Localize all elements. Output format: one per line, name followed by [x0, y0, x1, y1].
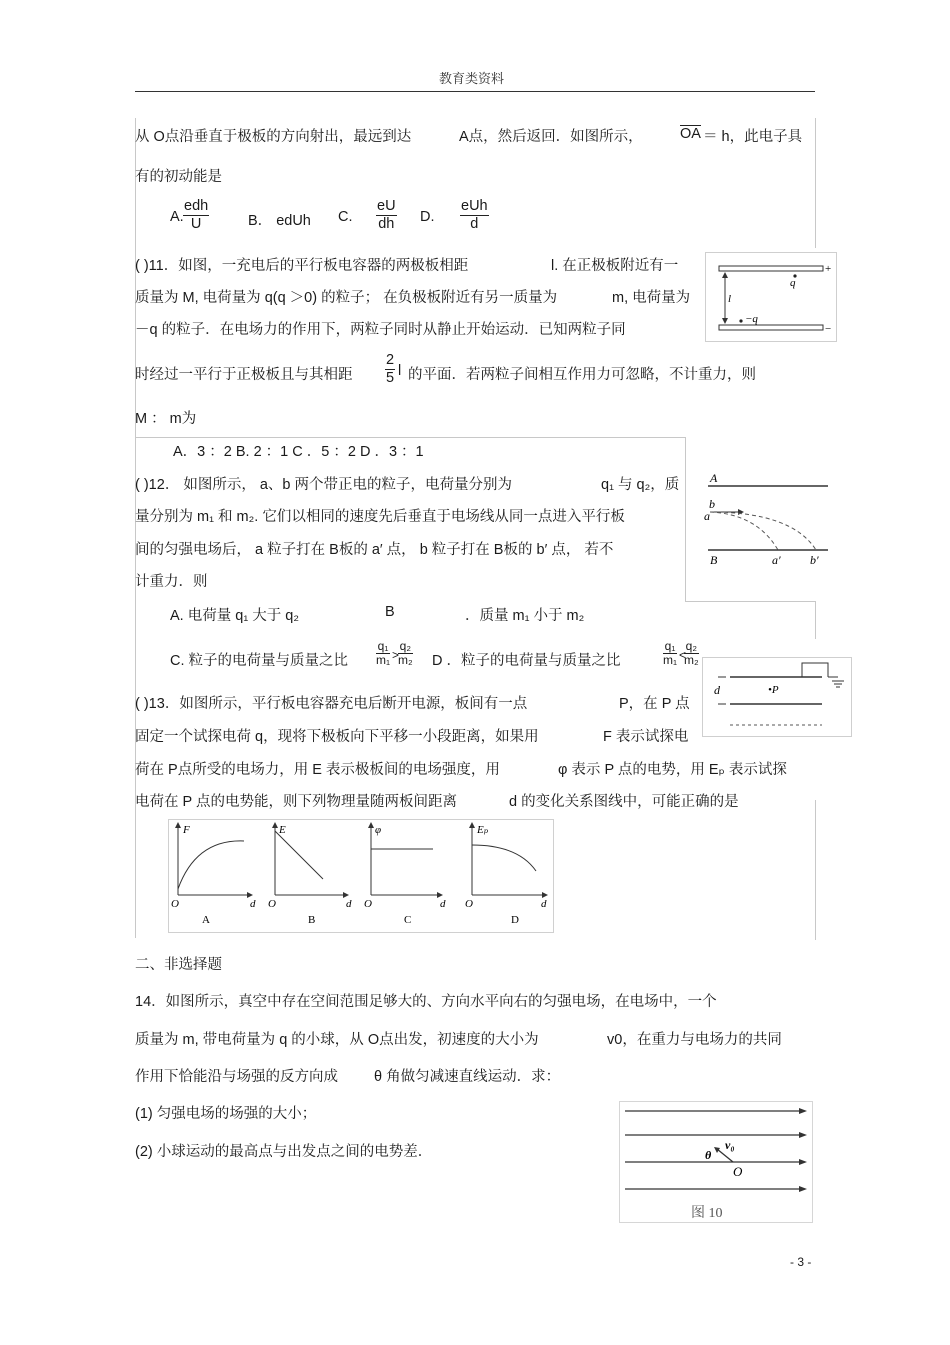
q11-line4b: 的平面．若两粒子间相互作用力可忽略，不计重力，则: [408, 367, 756, 383]
q14-line3b: θ 角做匀减速直线运动．求：: [374, 1069, 561, 1085]
q10-line2: 有的初动能是: [135, 169, 222, 185]
q12-option-c: C. 粒子的电荷量与质量之比: [170, 653, 349, 669]
q12-d-frac2: [684, 640, 699, 667]
q10-oa: OA: [680, 126, 701, 142]
graph-b-origin: O: [268, 898, 276, 910]
graph-a: [171, 822, 256, 926]
q10-option-a-fraction: [183, 198, 209, 233]
q10-a-num: edh: [184, 198, 209, 214]
graph-a-label: A: [202, 914, 210, 926]
q14-line2: 质量为 m, 带电荷量为 q 的小球，从 O点出发，初速度的大小为: [135, 1032, 539, 1048]
q13-d-label: d: [714, 683, 720, 697]
q12-line1b: q₁ 与 q₂，质: [601, 477, 680, 493]
q12-option-a: A. 电荷量 q₁ 大于 q₂: [170, 608, 299, 624]
q13-line1: ( )13．如图所示，平行板电容器充电后断开电源，板间有一点: [135, 696, 528, 712]
page-header-title: 教育类资料: [439, 71, 505, 86]
q14-figure-caption: 图 10: [691, 1206, 723, 1221]
q13-graphs: [168, 819, 554, 933]
q12-line1: ( )12． 如图所示， a、b 两个带正电的粒子，电荷量分别为: [135, 477, 513, 493]
q11-charge-minus-q: [739, 319, 742, 322]
q13-line4: 电荷在 P 点的电势能，则下列物理量随两板间距离: [135, 794, 457, 810]
q12-c-relation: >: [392, 648, 400, 662]
q12-label-a-prime: a′: [772, 553, 781, 567]
graph-a-curve: [178, 841, 244, 889]
q12-d-frac1: [663, 640, 677, 667]
q11-negative-plate: [719, 325, 823, 330]
graph-a-y-arrow: [175, 822, 181, 828]
q12-option-b: B: [385, 604, 395, 620]
q14-line2b: v0，在重力与电场力的共同: [607, 1032, 782, 1048]
q13-line1b: P，在 P 点: [619, 696, 690, 712]
graph-c-label: C: [404, 914, 412, 926]
q10-option-d: D.: [420, 209, 435, 225]
q10-line1c: ＝ h，此电子具: [703, 129, 803, 145]
q10-option-d-fraction: [460, 198, 489, 233]
graph-b-label: B: [308, 914, 316, 926]
q10-c-den: dh: [378, 216, 395, 232]
q11-line3: －q 的粒子．在电场力的作用下，两粒子同时从静止开始运动．已知两粒子同: [135, 322, 626, 338]
graph-b-y-arrow: [272, 822, 278, 828]
q14-O-label: O: [733, 1164, 743, 1179]
graph-d-ylabel: Eₚ: [477, 824, 489, 836]
graph-a-xlabel: d: [250, 898, 256, 910]
scan-border-left: [135, 118, 136, 938]
scan-border-row2: [685, 601, 815, 602]
scan-border-row1: [135, 437, 685, 438]
q10-line1: 从 O点沿垂直于极板的方向射出，最远到达: [135, 129, 412, 145]
q11-arrow-up: [722, 272, 728, 278]
q14-line1: 14．如图所示，真空中存在空间范围足够大的、方向水平向右的匀强电场，在电场中，一个: [135, 994, 717, 1010]
q13-wire: [802, 663, 828, 677]
graph-d: [465, 822, 548, 926]
q13-line3b: φ 表示 P 点的电势，用 Eₚ 表示试探: [558, 762, 787, 778]
q10-option-b: B． edUh: [248, 213, 311, 229]
q12-d-d1: m₁: [663, 653, 678, 667]
q12-option-d: D ．粒子的电荷量与质量之比: [432, 653, 621, 669]
q13-graphs-frame: [169, 820, 554, 933]
q11-line2: 质量为 M, 电荷量为 q(q ＞0) 的粒子； 在负极板附近有另一质量为: [135, 290, 558, 306]
q12-line4: 计重力．则: [135, 574, 208, 590]
q11-line1: ( )11．如图，一充电后的平行板电容器的两极板相距: [135, 258, 469, 274]
q14-field-arrow-1: [799, 1108, 807, 1114]
scan-border-r4: [815, 800, 816, 940]
q14-sub2: (2) 小球运动的最高点与出发点之间的电势差．: [135, 1144, 433, 1160]
q11-positive-plate: [719, 266, 823, 271]
q14-sub1: (1) 匀强电场的场强的大小；: [135, 1106, 317, 1122]
q10-option-c-fraction: [376, 198, 397, 233]
q10-option-a: A.: [170, 209, 184, 225]
q14-v0-label: v₀: [725, 1138, 735, 1152]
q10-line1b: A点，然后返回．如图所示，: [459, 129, 643, 145]
q11-l-label: l: [728, 293, 732, 305]
q11-frac-den: 5: [386, 370, 395, 386]
graph-a-origin: O: [171, 898, 179, 910]
q12-label-A: A: [710, 471, 718, 485]
q11-line2b: m, 电荷量为: [612, 290, 691, 306]
q11-q-label: q: [790, 277, 796, 289]
graph-d-curve: [472, 845, 536, 871]
q11-capacitor-figure: [705, 252, 837, 342]
q12-path-a: [710, 512, 778, 550]
q11-line1b: l. 在正极板附近有一: [551, 258, 679, 274]
q10-c-num: eU: [377, 198, 396, 214]
q11-line4: 时经过一平行于正极板且与其相距: [135, 367, 353, 383]
graph-d-xlabel: d: [541, 898, 547, 910]
q13-line2: 固定一个试探电荷 q，现将下极板向下平移一小段距离，如果用: [135, 729, 539, 745]
section-2-title: 二、非选择题: [135, 957, 222, 973]
graph-d-y-arrow: [469, 822, 475, 828]
graph-b: [268, 822, 352, 926]
q10-d-num: eUh: [461, 198, 488, 214]
q12-c-frac1: [376, 640, 390, 667]
q12-label-b: b: [709, 497, 715, 511]
q12-d-n1: q₁: [664, 639, 676, 653]
q11-line5: M ： m为: [135, 411, 197, 427]
q12-d-d2: m₂: [684, 653, 699, 667]
q11-options: A．3 ：2 B. 2 ：1 C ．5 ：2 D ．3 ：1: [173, 444, 424, 460]
q10-d-den: d: [470, 216, 479, 232]
q14-theta-label: θ: [705, 1148, 712, 1162]
q11-arrow-down: [722, 318, 728, 324]
q12-label-b-prime: b′: [810, 553, 819, 567]
q12-label-a: a: [704, 509, 710, 523]
q11-frac-l: l: [398, 363, 402, 379]
scan-border-right-top: [815, 118, 816, 248]
q12-c-d2: m₂: [398, 653, 413, 667]
graph-b-ylabel: E: [279, 824, 286, 836]
graph-c-xlabel: d: [440, 898, 446, 910]
graph-b-line: [275, 831, 323, 879]
q13-fig-frame: [703, 658, 852, 737]
q13-line4b: d 的变化关系图线中，可能正确的是: [509, 794, 739, 810]
q12-line2: 量分别为 m₁ 和 m₂. 它们以相同的速度先后垂直于电场线从同一点进入平行板: [135, 509, 625, 525]
graph-c-y-arrow: [368, 822, 374, 828]
graph-c: [364, 822, 446, 926]
graph-c-origin: O: [364, 898, 372, 910]
q14-field-arrow-3: [799, 1159, 807, 1165]
q12-option-b2: ．质量 m₁ 小于 m₂: [465, 608, 585, 624]
q13-capacitor-figure: [702, 657, 852, 737]
q12-c-n2: q₂: [399, 639, 411, 653]
graph-a-ylabel: F: [183, 824, 190, 836]
q10-a-den: U: [190, 216, 202, 232]
q14-field-arrow-4: [799, 1186, 807, 1192]
q10-option-c: C.: [338, 209, 353, 225]
q12-entry-arrowhead: [738, 509, 744, 515]
page-number: - 3 -: [790, 1255, 812, 1269]
q11-plus-label: +: [825, 263, 832, 275]
q12-d-n2: q₂: [685, 639, 697, 653]
q12-c-n1: q₁: [377, 639, 389, 653]
header-rule: [135, 91, 815, 92]
graph-b-xlabel: d: [346, 898, 352, 910]
scan-border-r3: [815, 601, 816, 639]
q13-P-label: •P: [768, 684, 779, 696]
q12-c-frac2: [398, 640, 413, 667]
q11-fraction: [385, 352, 395, 387]
q13-line2b: F 表示试探电: [603, 729, 689, 745]
q12-label-B: B: [710, 553, 718, 567]
graph-c-ylabel: φ: [375, 824, 382, 836]
q14-field-arrow-2: [799, 1132, 807, 1138]
q11-minus-q-label: −q: [745, 313, 758, 325]
q12-line3: 间的匀强电场后， a 粒子打在 B板的 a′ 点， b 粒子打在 B板的 b′ 点， 若不: [135, 542, 614, 558]
graph-d-label: D: [511, 914, 519, 926]
q14-field-figure: [619, 1101, 813, 1223]
q14-line3: 作用下恰能沿与场强的反方向成: [135, 1069, 338, 1085]
q12-d-relation: <: [679, 648, 687, 662]
q12-deflection-figure: [692, 468, 852, 574]
q12-c-d1: m₁: [376, 653, 391, 667]
graph-d-origin: O: [465, 898, 473, 910]
q11-frac-num: 2: [386, 352, 395, 368]
scan-border-r2: [685, 437, 686, 602]
q11-minus-label: −: [825, 323, 832, 335]
q13-line3: 荷在 P点所受的电场力，用 E 表示极板间的电场强度，用: [135, 762, 500, 778]
